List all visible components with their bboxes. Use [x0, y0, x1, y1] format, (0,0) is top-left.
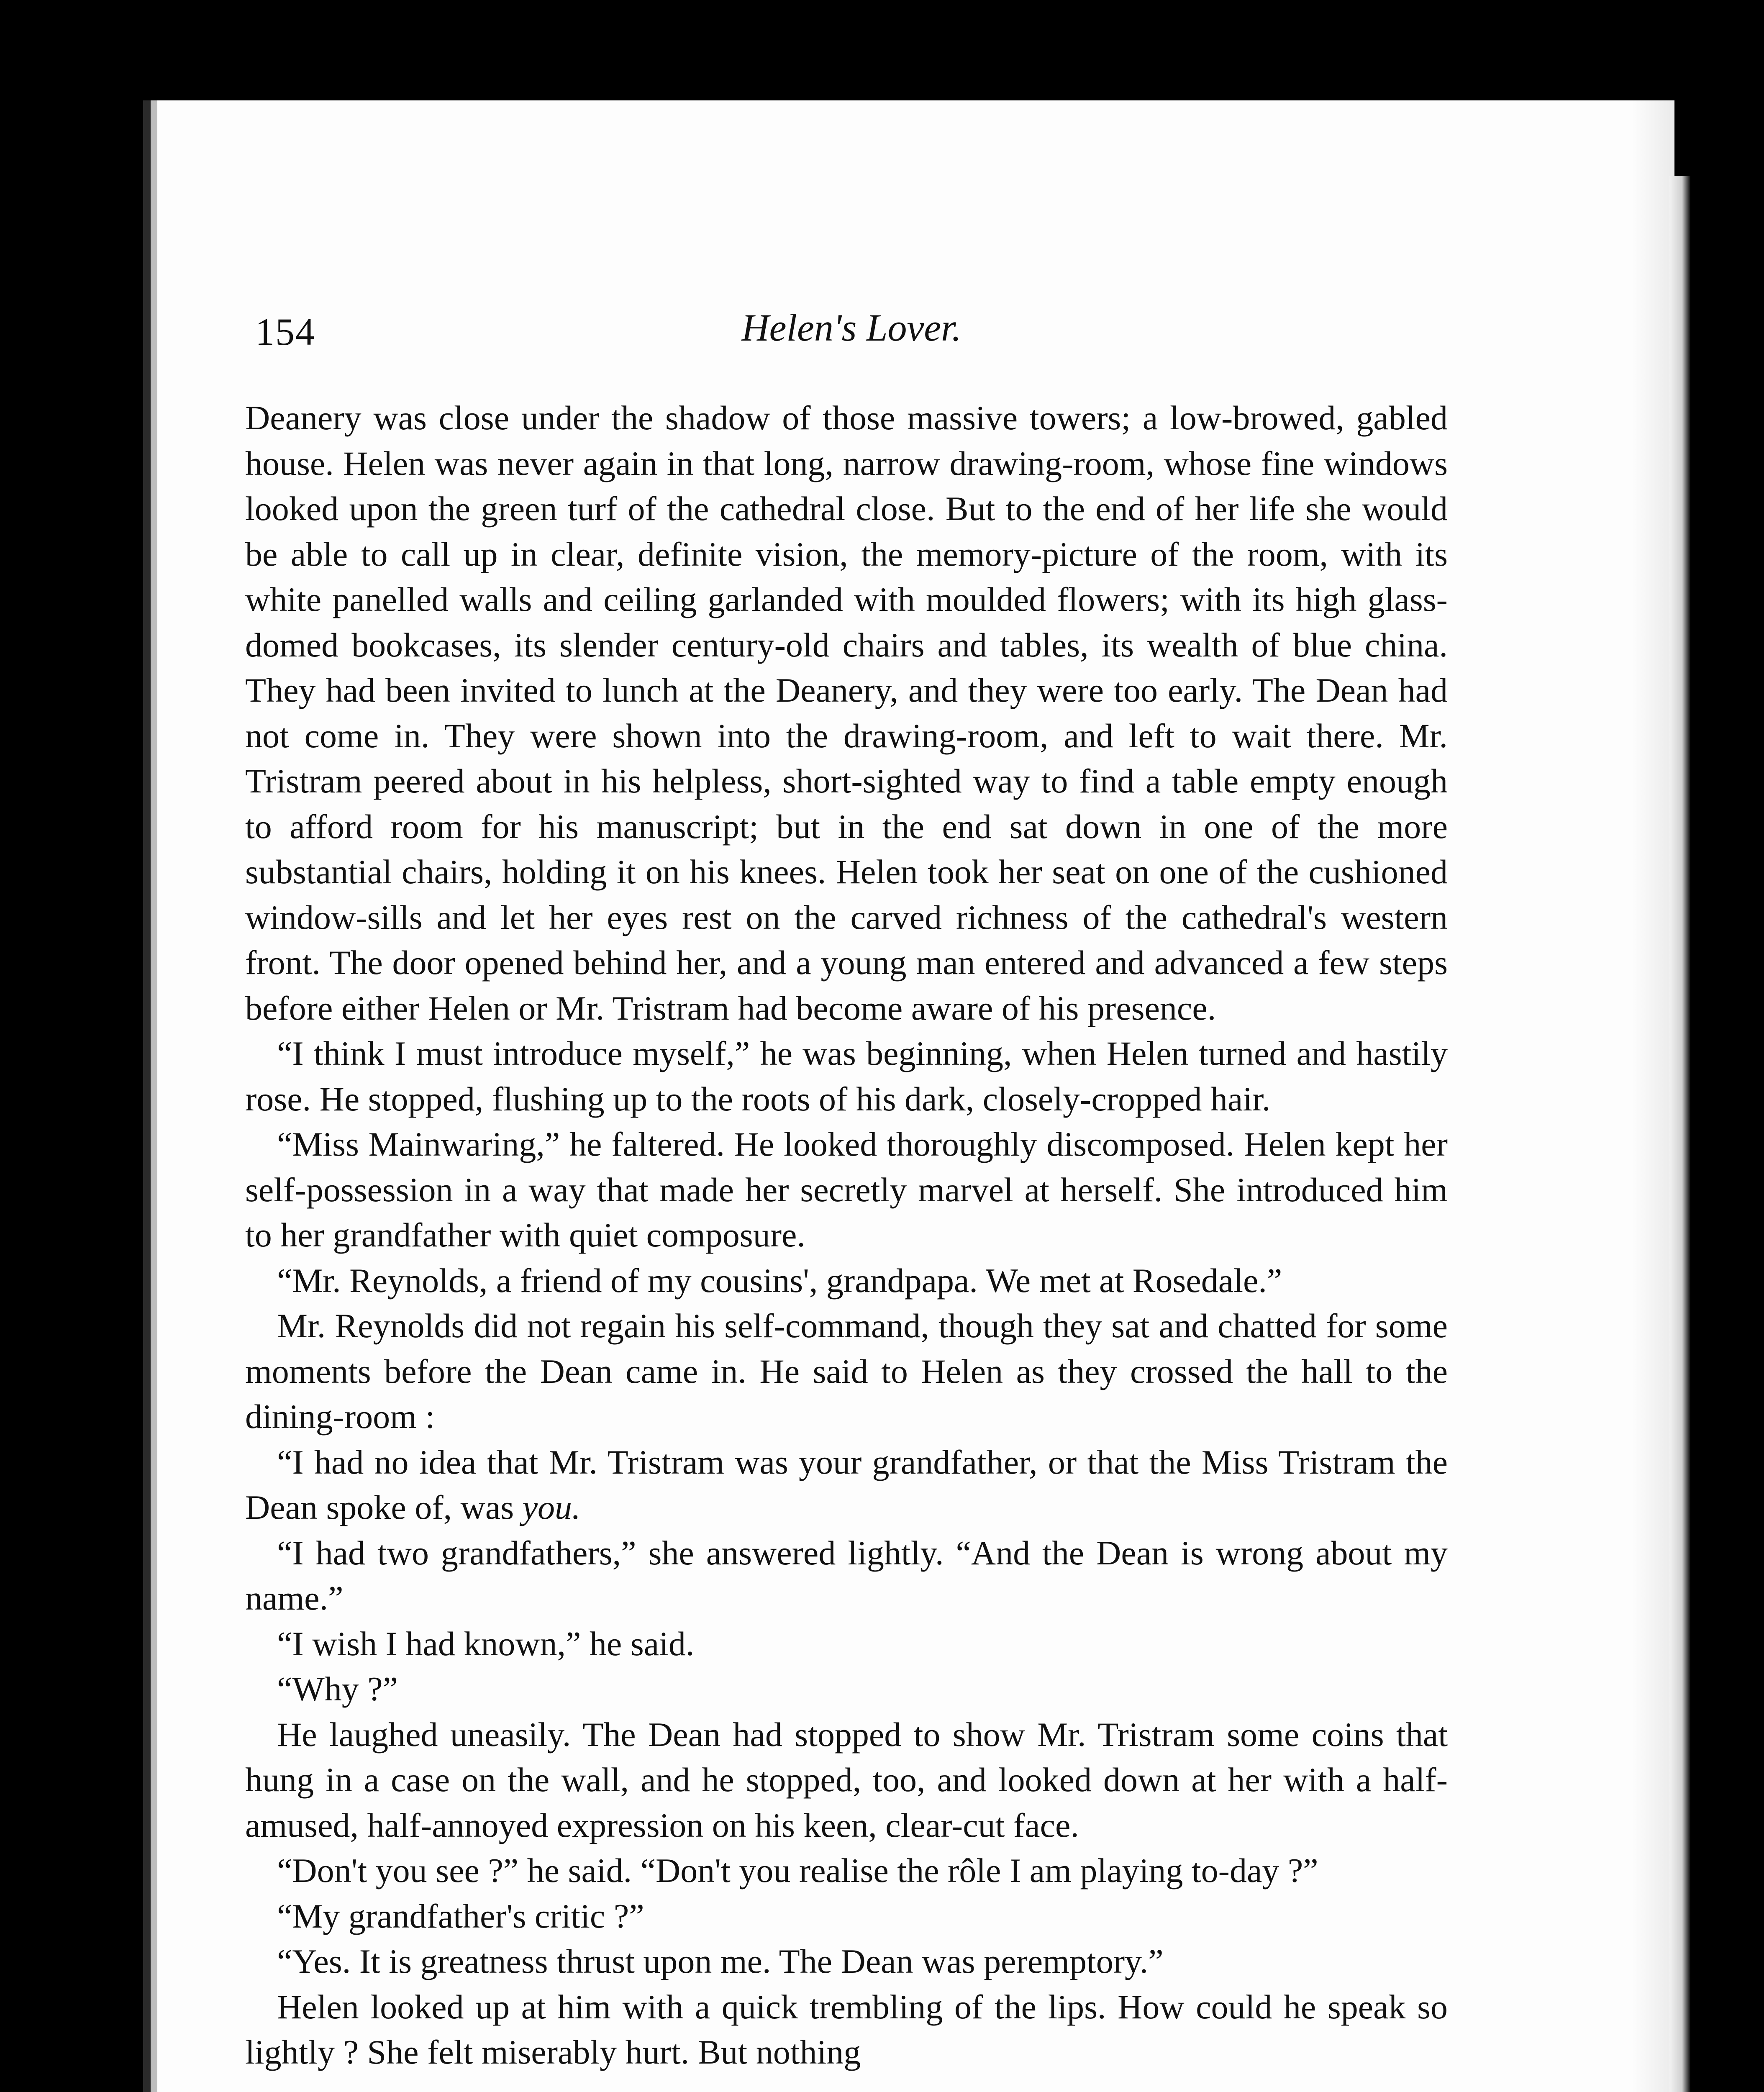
- running-title: Helen's Lover.: [741, 306, 961, 349]
- paragraph-self-command: Mr. Reynolds did not regain his self-command, though they sat and chatted for some moments before the Dean came in. He said to Helen as they crossed the hall to the dining-room :: [245, 1307, 1448, 1436]
- page-number: 154: [255, 310, 315, 353]
- next-page-edge: [1669, 176, 1690, 2092]
- paragraph-wish-known: “I wish I had known,” he said.: [277, 1624, 695, 1663]
- body-text: [245, 395, 1448, 2075]
- paragraph-no-idea-text: “I had no idea that Mr. Tristram was your grandfather, or that the Miss Tristram the Dean spoke of, was: [245, 1443, 1448, 1526]
- paragraph-why: “Why ?”: [277, 1670, 398, 1708]
- paragraph-laughed: He laughed uneasily. The Dean had stopped to show Mr. Tristram some coins that hung in a case on the wall, and he stopped, too, and looked down at her with a half-amused, half-annoyed expression on his keen, clear-cut face.: [245, 1715, 1448, 1844]
- paragraph-critic: “My grandfather's critic ?”: [277, 1897, 644, 1935]
- paragraph-greatness: “Yes. It is greatness thrust upon me. The Dean was peremptory.”: [277, 1942, 1164, 1980]
- paragraph-trembling: Helen looked up at him with a quick trembling of the lips. How could he speak so lightly ? She felt miserably hurt. But nothing: [245, 1987, 1448, 2071]
- paragraph-introduce: “I think I must introduce myself,” he was beginning, when Helen turned and hastily rose. He stopped, flushing up to the roots of his dark, closely-cropped hair.: [245, 1034, 1448, 1118]
- page-gutter-shadow: [1632, 100, 1674, 2092]
- page-header: [255, 305, 1448, 364]
- paragraph-no-idea: [245, 1440, 1448, 1531]
- emphasis-you: you.: [522, 1488, 581, 1526]
- paragraph-deanery: Deanery was close under the shadow of those massive towers; a low-browed, gabled house. Helen was never again in that long, narrow drawing-room, whose fine windows looked upon the green turf of the cathedral close. But to the end of her life she would be able to call up in clear, definite vision, the memory-picture of the room, with its white panelled walls and ceiling garlanded with moulded flowers; with its high glass-domed bookcases, its slender century-old chairs and tables, its wealth of blue china. They had been invited to lunch at the Deanery, and they were too early. The Dean had not come in. They were shown into the drawing-room, and left to wait there. Mr. Tristram peered about in his helpless, short-sighted way to find a table empty enough to afford room for his manuscript; but in the end sat down in one of the more substantial chairs, holding it on his knees. Helen took her seat on one of the cushioned window-sills and let her eyes rest on the carved richness of the cathedral's western front. The door opened behind her, and a young man entered and advanced a few steps before either Helen or Mr. Tristram had become aware of his presence.: [245, 399, 1448, 1027]
- paragraph-two-grandfathers: “I had two grandfathers,” she answered lightly. “And the Dean is wrong about my name.”: [245, 1533, 1448, 1617]
- paragraph-mr-reynolds: “Mr. Reynolds, a friend of my cousins', grandpapa. We met at Rosedale.”: [277, 1261, 1282, 1300]
- paragraph-dont-you-see: “Don't you see ?” he said. “Don't you realise the rôle I am playing to-day ?”: [277, 1851, 1318, 1889]
- paragraph-miss-mainwaring: “Miss Mainwaring,” he faltered. He looked thoroughly discomposed. Helen kept her self-possession in a way that made her secretly marvel at herself. She introduced him to her grandfather with quiet composure.: [245, 1125, 1448, 1254]
